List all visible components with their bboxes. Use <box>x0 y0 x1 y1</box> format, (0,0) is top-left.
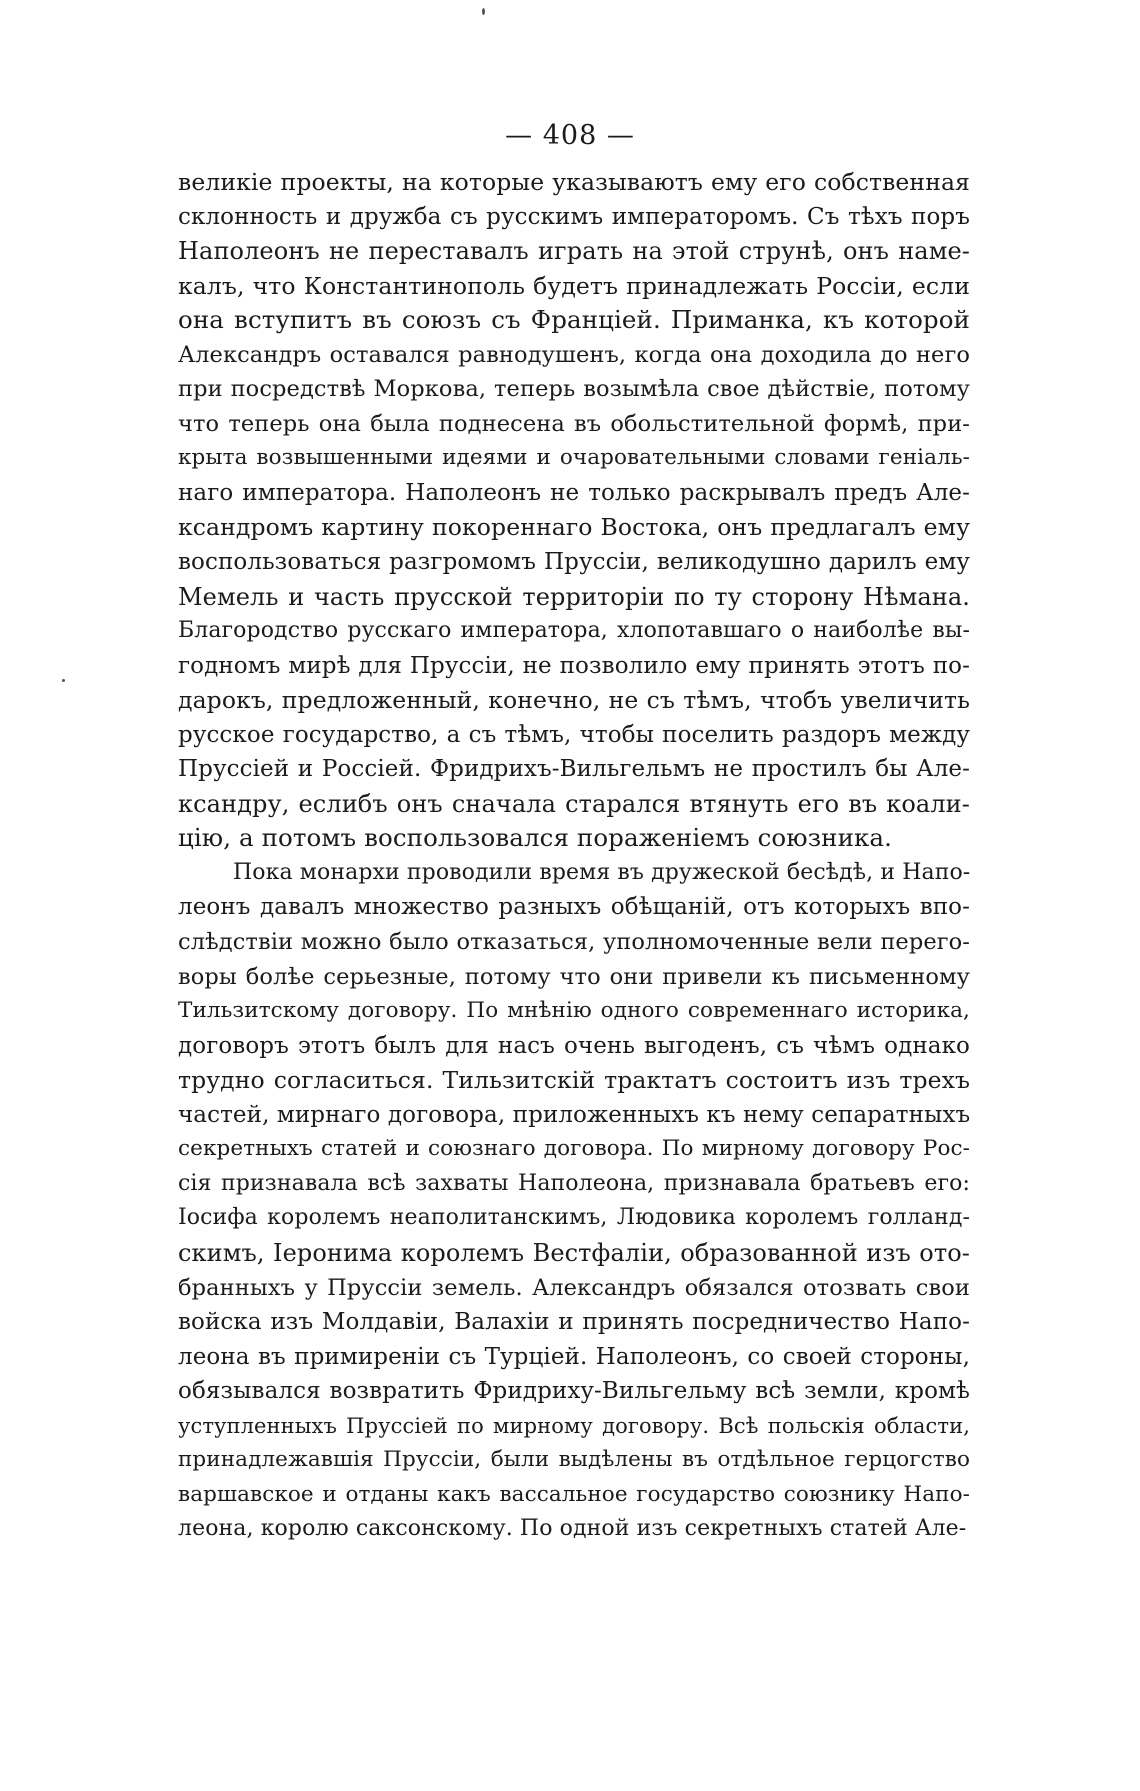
text-line: что теперь она была поднесена въ обольстительной формѣ, при- <box>178 410 970 437</box>
text-line: Александръ оставался равнодушенъ, когда она доходила до него <box>178 341 970 368</box>
paragraph <box>178 165 970 856</box>
text-line: уступленныхъ Пруссіей по мирному договору. Всѣ польскія области, <box>178 1413 970 1438</box>
text-line: при посредствѣ Моркова, теперь возымѣла свое дѣйствіе, потому <box>178 376 970 403</box>
paragraph <box>178 856 970 1547</box>
text-line: Тильзитскому договору. По мнѣнію одного современнаго историка, <box>178 998 970 1024</box>
text-line: секретныхъ статей и союзнаго договора. По мирному договору Рос- <box>178 1136 970 1162</box>
text-line: сія признавала всѣ захваты Наполеона, признавала братьевъ его: <box>178 1170 970 1196</box>
text-line: войска изъ Молдавіи, Валахіи и принять посредничество Напо- <box>178 1309 970 1336</box>
text-line: скимъ, Іеронима королемъ Вестфаліи, образованной изъ ото- <box>178 1238 970 1267</box>
page-number: — 408 — <box>505 120 635 151</box>
text-line: годномъ мирѣ для Пруссіи, не позволило ему принять этотъ по- <box>178 652 970 679</box>
text-line: варшавское и отданы какъ вассальное государство союзнику Напо- <box>178 1481 970 1507</box>
text-line: она вступитъ въ союзъ съ Франціей. Приманка, къ которой <box>178 305 970 335</box>
text-line: Пока монархи проводили время въ дружеской бесѣдѣ, и Напо- <box>233 859 971 885</box>
text-line: Благородство русскаго императора, хлопотавшаго о наиболѣе вы- <box>178 618 970 644</box>
body-text <box>178 165 970 1547</box>
text-line: великіе проекты, на которые указываютъ ему его собственная <box>178 168 970 196</box>
text-line: частей, мирнаго договора, приложенныхъ къ нему сепаратныхъ <box>178 1101 971 1128</box>
text-line: леонъ давалъ множество разныхъ обѣщаній, отъ которыхъ впо- <box>178 894 970 921</box>
text-line: трудно согласиться. Тильзитскій трактатъ состоитъ изъ трехъ <box>178 1066 970 1095</box>
text-line: договоръ этотъ былъ для насъ очень выгоденъ, съ чѣмъ однако <box>178 1032 970 1059</box>
text-line: Наполеонъ не переставалъ играть на этой струнѣ, онъ наме- <box>178 237 970 266</box>
text-line: Пруссіей и Россіей. Фридрихъ-Вильгельмъ не простилъ бы Але- <box>178 756 970 783</box>
text-line: ксандромъ картину покореннаго Востока, онъ предлагалъ ему <box>178 513 970 542</box>
text-line: дарокъ, предложенный, конечно, не съ тѣмъ, чтобъ увеличить <box>178 686 970 715</box>
text-line: калъ, что Константинополь будетъ принадлежать Россіи, если <box>178 271 970 300</box>
text-line: цію, а потомъ воспользовался пораженіемъ союзника. <box>178 823 893 853</box>
text-line: наго императора. Наполеонъ не только раскрывалъ предъ Але- <box>178 479 970 506</box>
text-line: леона, королю саксонскому. По одной изъ секретныхъ статей Але- <box>178 1516 967 1542</box>
print-speck <box>482 8 485 15</box>
text-line: русское государство, а съ тѣмъ, чтобы поселить раздоръ между <box>178 721 970 748</box>
text-line: обязывался возвратить Фридриху-Вильгельму всѣ земли, кромѣ <box>178 1378 970 1405</box>
text-line: крыта возвышенными идеями и очаровательными словами геніаль- <box>178 445 970 471</box>
text-line: леона въ примиреніи съ Турціей. Наполеонъ, со своей стороны, <box>178 1343 970 1370</box>
text-line: принадлежавшія Пруссіи, были выдѣлены въ отдѣльное герцогство <box>178 1447 970 1473</box>
print-speck <box>62 679 65 682</box>
text-line: Мемель и часть прусской территоріи по ту сторону Нѣмана. <box>178 582 970 611</box>
text-line: воспользоваться разгромомъ Пруссіи, великодушно дарилъ ему <box>178 549 970 576</box>
text-line: склонность и дружба съ русскимъ императоромъ. Съ тѣхъ поръ <box>178 203 970 230</box>
text-line: ксандру, еслибъ онъ сначала старался втянуть его въ коали- <box>178 789 970 818</box>
text-line: воры болѣе серьезные, потому что они привели къ письменному <box>178 963 970 990</box>
text-line: Іосифа королемъ неаполитанскимъ, Людовика королемъ голланд- <box>178 1205 970 1231</box>
text-line: бранныхъ у Пруссіи земель. Александръ обязался отозвать свои <box>178 1274 970 1301</box>
text-line: слѣдствіи можно было отказаться, уполномоченные вели перего- <box>178 929 970 956</box>
